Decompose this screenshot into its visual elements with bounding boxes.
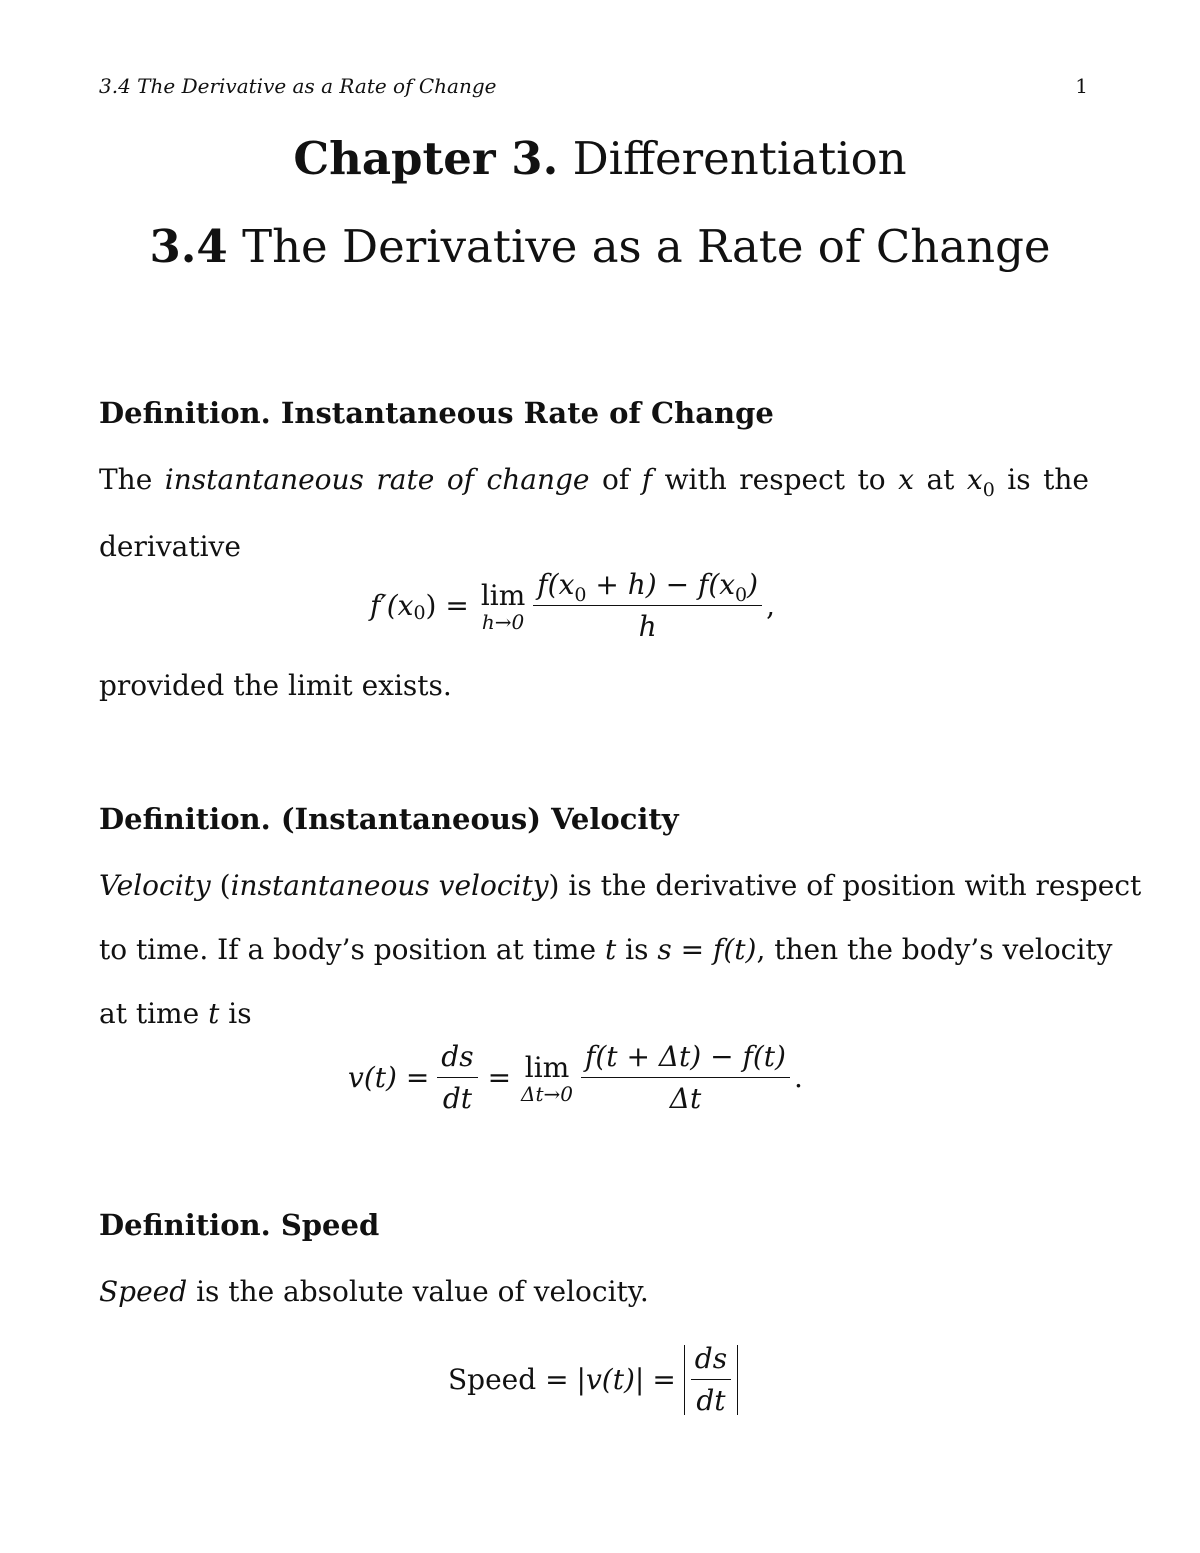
math: ) <box>747 568 759 601</box>
variable-base: x <box>966 463 983 496</box>
fraction <box>691 1342 731 1417</box>
variable: f <box>641 463 653 496</box>
math: = <box>487 1061 512 1094</box>
numerator: ds <box>437 1040 477 1078</box>
text: is the derivative of position with respect <box>568 869 1142 902</box>
term: instantaneous velocity <box>230 869 549 902</box>
definition-line <box>99 854 1142 918</box>
math: = <box>652 1363 676 1396</box>
limit <box>521 1051 573 1104</box>
definition-heading: Definition. Speed <box>99 1208 380 1242</box>
text: at time <box>99 997 200 1030</box>
fraction <box>533 568 762 643</box>
subscript: 0 <box>982 479 995 501</box>
subscript: 0 <box>574 584 587 606</box>
denominator: dt <box>442 1082 473 1115</box>
denominator: dt <box>696 1384 726 1417</box>
math: |v(t)| <box>576 1363 645 1396</box>
punctuation: , <box>766 589 775 622</box>
fraction <box>437 1040 477 1115</box>
lim-label: lim <box>480 579 526 612</box>
punctuation: . <box>793 1061 803 1094</box>
abs-bar-left <box>684 1345 685 1415</box>
page-number: 1 <box>1075 74 1088 98</box>
definition-heading: Definition. (Instantaneous) Velocity <box>99 802 679 836</box>
math: v(t) = <box>348 1061 430 1094</box>
text: is <box>625 933 649 966</box>
definition-body <box>99 448 1089 579</box>
velocity-formula <box>348 1040 803 1115</box>
expression <box>657 933 1112 966</box>
subscript: 0 <box>735 584 748 606</box>
definition-line <box>99 448 1089 515</box>
term-paren: (instantaneous velocity) <box>219 869 560 902</box>
variable <box>966 463 995 501</box>
lim-subscript: h→0 <box>481 610 525 634</box>
text: is the absolute value of velocity. <box>196 1275 649 1308</box>
abs-bar-right <box>737 1345 738 1415</box>
term: instantaneous rate of change <box>164 463 590 496</box>
definition-body <box>99 1260 1089 1324</box>
text: is <box>228 997 252 1030</box>
lim-subscript: Δt→0 <box>521 1082 574 1106</box>
derivative-formula <box>370 568 775 643</box>
speed-formula <box>448 1342 740 1417</box>
text: is the <box>1007 463 1089 496</box>
text: The <box>99 463 153 496</box>
numerator: f(t + Δt) − f(t) <box>581 1040 790 1078</box>
term: Speed <box>99 1275 188 1308</box>
variable: t <box>208 997 220 1030</box>
text: with respect to <box>664 463 886 496</box>
lim-label: lim <box>524 1051 570 1084</box>
chapter-label: Chapter 3. <box>293 132 559 185</box>
denominator: h <box>638 610 657 643</box>
variable: x <box>898 463 914 496</box>
definition-line <box>99 982 1089 1046</box>
math: ) = <box>425 589 469 622</box>
chapter-name: Differentiation <box>572 132 907 185</box>
math: + h) − f(x <box>595 568 736 601</box>
text: of <box>601 463 630 496</box>
definition-note: provided the limit exists. <box>99 669 452 702</box>
text: at <box>926 463 955 496</box>
denominator: Δt <box>669 1082 702 1115</box>
math: Speed = <box>448 1363 569 1396</box>
chapter-title <box>0 132 1200 185</box>
numerator <box>533 568 762 606</box>
math: s = f(t) <box>657 933 757 966</box>
math: f′(x <box>370 589 414 622</box>
definition-line: derivative <box>99 530 241 563</box>
text: to time. If a body’s position at time <box>99 933 597 966</box>
definition-heading: Definition. Instantaneous Rate of Change <box>99 396 774 430</box>
text: , then the body’s velocity <box>756 933 1113 966</box>
variable: t <box>604 933 617 966</box>
limit <box>481 579 525 632</box>
section-title <box>0 220 1200 273</box>
definition-line <box>99 918 1113 982</box>
fraction <box>581 1040 790 1115</box>
numerator: ds <box>691 1342 731 1380</box>
math: f(x <box>537 568 575 601</box>
term: Velocity <box>99 869 211 902</box>
definition-body <box>99 854 1142 1046</box>
definition-line <box>99 1260 1089 1324</box>
running-header: 3.4 The Derivative as a Rate of Change <box>99 74 497 98</box>
section-name: The Derivative as a Rate of Change <box>242 220 1051 273</box>
section-number: 3.4 <box>149 220 228 273</box>
subscript: 0 <box>413 601 426 624</box>
